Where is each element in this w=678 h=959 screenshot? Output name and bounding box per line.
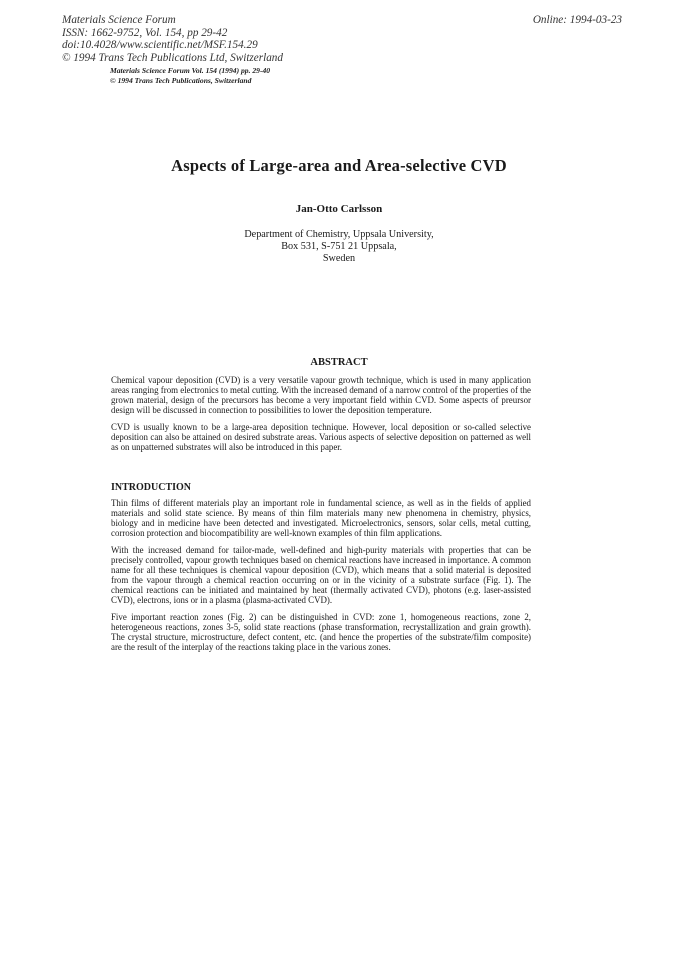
paper-title: Aspects of Large-area and Area-selective CVD [171,156,507,175]
original-journal-line: Materials Science Forum Vol. 154 (1994) pp. 29-40 [110,66,271,75]
affiliation [0,229,678,266]
copyright-line: © 1994 Trans Tech Publications Ltd, Switzerland [62,51,283,64]
intro-paragraph-1: Thin films of different materials play an important role in fundamental science, as well as in the fields of applied materials and solid state science. By means of thin film materials many new phenomena in chemistry, physics, biology and in medicine have been detected and investigated. Microelectronics, sensors, solar cells, metal cutting, corrosion protection and biocompatibility are well-known examples of thin film applications. [111,498,531,539]
abstract-heading: ABSTRACT [310,357,368,368]
doi-line[interactable]: doi:10.4028/www.scientific.net/MSF.154.29 [62,39,258,52]
introduction-heading: INTRODUCTION [111,482,192,493]
abstract-paragraph-1: Chemical vapour deposition (CVD) is a very versatile vapour growth technique, which is used in many application areas ranging from electronics to metal cutting. With the increased demand of a narrow control of the properties of the grown material, design of the precursors has become a very important field within CVD. Some aspects of preursor design will be discussed in connection to possibilities to lower the deposition temperature. [111,375,531,416]
intro-paragraph-3: Five important reaction zones (Fig. 2) can be distinguished in CVD: zone 1, homogeneous reactions, zone 2, heterogeneous reactions, zones 3-5, solid state reactions (phase transformation, recrystallization and grain growth). The crystal structure, microstructure, defect content, etc. (and hence the properties of the substrate/film composite) are the result of the interplay of the reactions taking place in the various zones. [111,611,531,653]
original-copyright-line: © 1994 Trans Tech Publications, Switzerland [110,76,252,85]
affiliation-line-3: Sweden [322,253,356,265]
affiliation-line-2: Box 531, S-751 21 Uppsala, [281,241,397,253]
abstract-paragraph-2: CVD is usually known to be a large-area deposition technique. However, local deposition or so-called selective deposition can also be attained on desired substrate areas. Various aspects of selective deposition on patterned as well as on unpatterned substrates will also be introduced in this paper. [111,421,531,452]
author-name: Jan-Otto Carlsson [295,203,383,215]
abstract-body [111,375,531,458]
original-print-header [110,66,270,86]
issn-line: ISSN: 1662-9752, Vol. 154, pp 29-42 [62,26,228,39]
affiliation-line-1: Department of Chemistry, Uppsala University, [244,229,434,240]
intro-paragraph-2: With the increased demand for tailor-made, well-defined and high-purity materials with properties that can be precisely controlled, vapour growth techniques based on chemical reactions have increased in importance. A common name for all these techniques is chemical vapour deposition (CVD), which means that a solid material is deposited from the vapour through a chemical reaction occurring on or in the vicinity of a substrate surface (Fig. 1). The chemical reactions can be initiated and maintained by heat (thermally activated CVD), photons (e.g. laser-assisted CVD), electrons, ions or in a plasma (plasma-activated CVD). [111,544,531,606]
citation-header [62,14,283,64]
introduction-body [111,498,531,658]
journal-name: Materials Science Forum [62,14,176,26]
online-date: Online: 1994-03-23 [532,14,622,26]
